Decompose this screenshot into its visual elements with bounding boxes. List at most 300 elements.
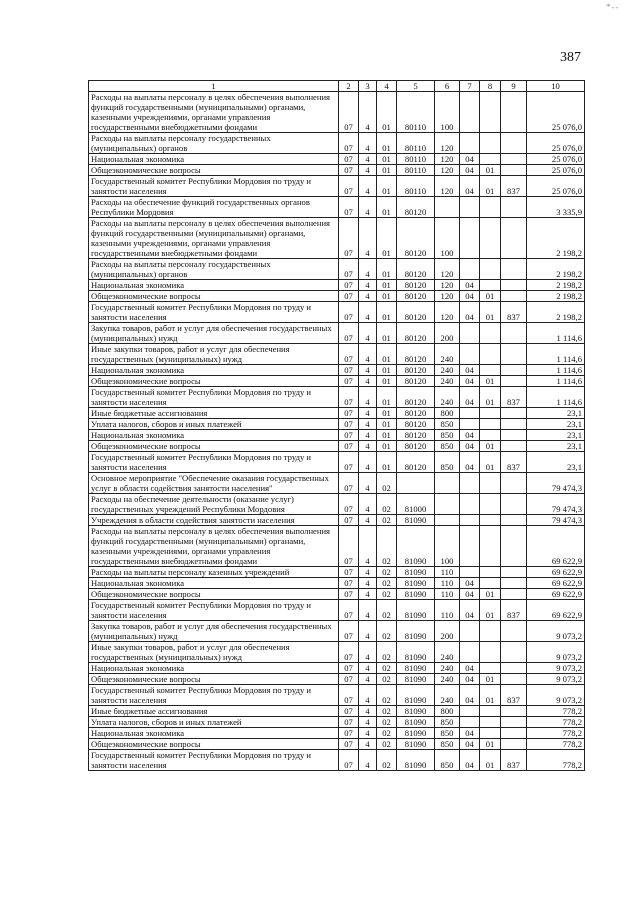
cell-code (480, 154, 501, 165)
table-row (89, 578, 585, 589)
cell-code (480, 473, 501, 494)
cell-code: 4 (359, 419, 377, 430)
cell-code: 02 (377, 728, 397, 739)
cell-code: 07 (339, 259, 359, 280)
cell-code: 240 (435, 365, 460, 376)
cell-code: 04 (460, 302, 480, 323)
cell-code: 4 (359, 589, 377, 600)
cell-code: 4 (359, 259, 377, 280)
cell-code (460, 494, 480, 515)
cell-code: 04 (460, 685, 480, 706)
cell-amount: 9 073,2 (527, 685, 585, 706)
cell-code: 01 (377, 441, 397, 452)
cell-amount: 69 622,9 (527, 526, 585, 567)
table-row (89, 408, 585, 419)
cell-code: 81090 (397, 728, 435, 739)
cell-code: 04 (460, 441, 480, 452)
cell-code (460, 717, 480, 728)
cell-code (501, 259, 527, 280)
cell-code: 120 (435, 259, 460, 280)
cell-code: 01 (480, 376, 501, 387)
row-name: Закупка товаров, работ и услуг для обеспечения государственных (муниципальных) нужд (89, 323, 339, 344)
cell-code: 80120 (397, 218, 435, 259)
cell-code: 01 (480, 750, 501, 771)
table-row (89, 218, 585, 259)
cell-amount: 1 114,6 (527, 376, 585, 387)
cell-code: 100 (435, 218, 460, 259)
cell-code: 01 (377, 280, 397, 291)
cell-code: 81090 (397, 578, 435, 589)
table-row (89, 663, 585, 674)
row-name: Расходы на обеспечение деятельности (оказание услуг) государственных учреждений Республики Мордовия (89, 494, 339, 515)
cell-code: 850 (435, 728, 460, 739)
cell-code: 110 (435, 567, 460, 578)
cell-code: 01 (377, 259, 397, 280)
cell-code: 80120 (397, 323, 435, 344)
cell-code: 07 (339, 280, 359, 291)
cell-code: 07 (339, 408, 359, 419)
cell-code: 02 (377, 589, 397, 600)
cell-code: 4 (359, 515, 377, 526)
cell-amount: 778,2 (527, 728, 585, 739)
cell-code: 07 (339, 197, 359, 218)
cell-code (460, 259, 480, 280)
cell-code (460, 133, 480, 154)
cell-code (480, 526, 501, 567)
column-header: 3 (359, 81, 377, 92)
cell-code: 02 (377, 750, 397, 771)
cell-code: 80110 (397, 133, 435, 154)
cell-code: 240 (435, 344, 460, 365)
cell-amount: 79 474,3 (527, 515, 585, 526)
row-name: Расходы на выплаты персоналу в целях обеспечения выполнения функций государственными (муниципальными) органами, казенными учреждениями, органами управления государственными внебюджетными фондами (89, 218, 339, 259)
cell-code: 02 (377, 526, 397, 567)
cell-code: 800 (435, 706, 460, 717)
column-header: 1 (89, 81, 339, 92)
cell-code (480, 578, 501, 589)
cell-code (480, 92, 501, 133)
cell-code (435, 473, 460, 494)
table-row (89, 600, 585, 621)
cell-amount: 9 073,2 (527, 674, 585, 685)
row-name: Национальная экономика (89, 430, 339, 441)
row-name: Общеэкономические вопросы (89, 291, 339, 302)
cell-amount: 2 198,2 (527, 259, 585, 280)
cell-code: 01 (480, 441, 501, 452)
cell-code: 110 (435, 578, 460, 589)
column-header: 9 (501, 81, 527, 92)
cell-code: 07 (339, 515, 359, 526)
cell-code: 200 (435, 323, 460, 344)
table-body (89, 92, 585, 771)
cell-code (501, 376, 527, 387)
cell-code: 07 (339, 92, 359, 133)
cell-code: 07 (339, 578, 359, 589)
cell-code: 80120 (397, 259, 435, 280)
cell-code: 07 (339, 685, 359, 706)
cell-code: 04 (460, 376, 480, 387)
cell-code: 80120 (397, 280, 435, 291)
table-row (89, 154, 585, 165)
cell-code (460, 408, 480, 419)
cell-amount: 2 198,2 (527, 218, 585, 259)
cell-code: 4 (359, 408, 377, 419)
cell-code (460, 515, 480, 526)
cell-code: 240 (435, 642, 460, 663)
cell-code (480, 419, 501, 430)
cell-code (480, 197, 501, 218)
cell-code: 80110 (397, 154, 435, 165)
table-row (89, 365, 585, 376)
cell-code: 837 (501, 750, 527, 771)
cell-code: 4 (359, 526, 377, 567)
cell-code: 07 (339, 176, 359, 197)
table-row (89, 92, 585, 133)
cell-code: 80120 (397, 408, 435, 419)
table-row (89, 323, 585, 344)
cell-code: 4 (359, 452, 377, 473)
cell-code: 01 (377, 291, 397, 302)
cell-code: 01 (377, 387, 397, 408)
row-name: Государственный комитет Республики Мордовия по труду и занятости населения (89, 600, 339, 621)
cell-amount: 23,1 (527, 419, 585, 430)
cell-code: 4 (359, 430, 377, 441)
cell-code: 02 (377, 578, 397, 589)
cell-code: 07 (339, 344, 359, 365)
cell-code: 81090 (397, 589, 435, 600)
cell-code: 800 (435, 408, 460, 419)
cell-code (460, 621, 480, 642)
cell-code: 4 (359, 685, 377, 706)
row-name: Основное мероприятие "Обеспечение оказания государственных услуг в области содействия занятости населения" (89, 473, 339, 494)
cell-code: 4 (359, 176, 377, 197)
cell-code (480, 133, 501, 154)
cell-code: 07 (339, 739, 359, 750)
cell-code: 07 (339, 452, 359, 473)
row-name: Иные закупки товаров, работ и услуг для обеспечения государственных (муниципальных) нужд (89, 642, 339, 663)
cell-code (501, 291, 527, 302)
cell-code: 07 (339, 706, 359, 717)
column-header: 8 (480, 81, 501, 92)
cell-code (501, 165, 527, 176)
cell-code (501, 674, 527, 685)
cell-code: 07 (339, 387, 359, 408)
cell-code (501, 526, 527, 567)
cell-code (501, 717, 527, 728)
cell-code: 200 (435, 621, 460, 642)
cell-code (501, 280, 527, 291)
cell-code: 02 (377, 642, 397, 663)
cell-amount: 1 114,6 (527, 365, 585, 376)
table-row (89, 739, 585, 750)
cell-code: 02 (377, 685, 397, 706)
cell-code: 81090 (397, 567, 435, 578)
table-row (89, 706, 585, 717)
cell-code: 01 (480, 600, 501, 621)
row-name: Общеэкономические вопросы (89, 589, 339, 600)
cell-code: 02 (377, 706, 397, 717)
cell-code: 81090 (397, 739, 435, 750)
row-name: Закупка товаров, работ и услуг для обеспечения государственных (муниципальных) нужд (89, 621, 339, 642)
cell-code: 02 (377, 663, 397, 674)
table-row (89, 567, 585, 578)
row-name: Государственный комитет Республики Мордовия по труду и занятости населения (89, 387, 339, 408)
cell-code: 01 (377, 419, 397, 430)
cell-code: 01 (377, 176, 397, 197)
row-name: Национальная экономика (89, 154, 339, 165)
cell-code: 120 (435, 280, 460, 291)
cell-code: 01 (377, 408, 397, 419)
cell-code (460, 197, 480, 218)
cell-code (501, 430, 527, 441)
cell-code: 4 (359, 642, 377, 663)
cell-code: 837 (501, 600, 527, 621)
table-row (89, 280, 585, 291)
cell-code: 110 (435, 589, 460, 600)
row-name: Общеэкономические вопросы (89, 674, 339, 685)
cell-code: 04 (460, 663, 480, 674)
cell-code (501, 419, 527, 430)
cell-code (435, 197, 460, 218)
cell-code: 4 (359, 473, 377, 494)
cell-code (501, 567, 527, 578)
table-row (89, 642, 585, 663)
column-header: 4 (377, 81, 397, 92)
cell-code: 80120 (397, 291, 435, 302)
cell-code (501, 621, 527, 642)
table-row (89, 473, 585, 494)
table-row (89, 133, 585, 154)
row-name: Национальная экономика (89, 663, 339, 674)
cell-code: 850 (435, 452, 460, 473)
row-name: Учреждения в области содействия занятости населения (89, 515, 339, 526)
table-row (89, 165, 585, 176)
cell-code: 07 (339, 154, 359, 165)
cell-code: 4 (359, 578, 377, 589)
cell-code: 07 (339, 621, 359, 642)
cell-code: 120 (435, 165, 460, 176)
cell-code: 04 (460, 600, 480, 621)
cell-code: 02 (377, 494, 397, 515)
cell-code (460, 323, 480, 344)
cell-code: 4 (359, 302, 377, 323)
table-row (89, 197, 585, 218)
cell-code: 4 (359, 663, 377, 674)
cell-code: 4 (359, 165, 377, 176)
row-name: Общеэкономические вопросы (89, 739, 339, 750)
table-row (89, 515, 585, 526)
cell-code: 01 (377, 302, 397, 323)
row-name: Государственный комитет Республики Мордовия по труду и занятости населения (89, 302, 339, 323)
cell-code: 01 (377, 452, 397, 473)
cell-code: 07 (339, 430, 359, 441)
cell-amount: 2 198,2 (527, 291, 585, 302)
cell-code: 4 (359, 197, 377, 218)
cell-code: 01 (377, 376, 397, 387)
cell-code: 4 (359, 494, 377, 515)
row-name: Национальная экономика (89, 365, 339, 376)
cell-code: 850 (435, 441, 460, 452)
cell-code (460, 92, 480, 133)
cell-code (501, 441, 527, 452)
row-name: Расходы на выплаты персоналу в целях обеспечения выполнения функций государственными (муниципальными) органами, казенными учреждениями, органами управления государственными внебюджетными фондами (89, 526, 339, 567)
cell-code: 4 (359, 621, 377, 642)
cell-amount: 25 076,0 (527, 176, 585, 197)
cell-code: 01 (480, 452, 501, 473)
cell-code: 4 (359, 567, 377, 578)
cell-code: 01 (377, 154, 397, 165)
cell-code: 01 (480, 674, 501, 685)
cell-code: 02 (377, 674, 397, 685)
row-name: Государственный комитет Республики Мордовия по труду и занятости населения (89, 750, 339, 771)
cell-code: 81000 (397, 494, 435, 515)
cell-amount: 3 335,9 (527, 197, 585, 218)
cell-code: 120 (435, 133, 460, 154)
cell-code: 240 (435, 663, 460, 674)
cell-code: 04 (460, 280, 480, 291)
cell-code: 02 (377, 515, 397, 526)
cell-code (460, 344, 480, 365)
table-row (89, 589, 585, 600)
cell-amount: 25 076,0 (527, 92, 585, 133)
cell-code: 04 (460, 165, 480, 176)
cell-code: 04 (460, 589, 480, 600)
row-name: Иные бюджетные ассигнования (89, 706, 339, 717)
cell-code: 04 (460, 578, 480, 589)
table-row (89, 452, 585, 473)
table-row (89, 674, 585, 685)
cell-code: 80120 (397, 441, 435, 452)
cell-code (480, 344, 501, 365)
cell-code: 240 (435, 685, 460, 706)
cell-code: 4 (359, 750, 377, 771)
cell-code: 02 (377, 600, 397, 621)
cell-code: 240 (435, 376, 460, 387)
cell-code: 07 (339, 567, 359, 578)
cell-code: 80110 (397, 176, 435, 197)
cell-code: 01 (377, 323, 397, 344)
cell-code: 850 (435, 750, 460, 771)
cell-code: 04 (460, 387, 480, 408)
cell-amount: 778,2 (527, 706, 585, 717)
cell-code (460, 526, 480, 567)
cell-code (501, 323, 527, 344)
table-row (89, 441, 585, 452)
cell-code: 4 (359, 365, 377, 376)
cell-code (480, 567, 501, 578)
cell-amount: 9 073,2 (527, 663, 585, 674)
column-header: 2 (339, 81, 359, 92)
cell-code (480, 430, 501, 441)
cell-code: 4 (359, 376, 377, 387)
corner-mark: *-- (606, 2, 620, 12)
cell-code: 04 (460, 674, 480, 685)
table-row (89, 387, 585, 408)
cell-code: 4 (359, 280, 377, 291)
row-name: Уплата налогов, сборов и иных платежей (89, 419, 339, 430)
table-row (89, 302, 585, 323)
cell-amount: 9 073,2 (527, 621, 585, 642)
cell-code (480, 280, 501, 291)
cell-code: 4 (359, 674, 377, 685)
cell-amount: 25 076,0 (527, 165, 585, 176)
cell-amount: 23,1 (527, 408, 585, 419)
cell-code: 02 (377, 473, 397, 494)
cell-code: 07 (339, 419, 359, 430)
cell-code: 837 (501, 685, 527, 706)
cell-amount: 2 198,2 (527, 302, 585, 323)
budget-table (88, 80, 585, 771)
cell-code (480, 717, 501, 728)
cell-code: 81090 (397, 706, 435, 717)
cell-code: 80120 (397, 344, 435, 365)
cell-amount: 69 622,9 (527, 589, 585, 600)
cell-code (480, 218, 501, 259)
cell-code (501, 154, 527, 165)
table-row (89, 750, 585, 771)
cell-amount: 2 198,2 (527, 280, 585, 291)
cell-amount: 778,2 (527, 750, 585, 771)
cell-amount: 23,1 (527, 441, 585, 452)
cell-code: 07 (339, 674, 359, 685)
cell-amount: 23,1 (527, 452, 585, 473)
row-name: Расходы на выплаты персоналу государственных (муниципальных) органов (89, 133, 339, 154)
cell-code: 850 (435, 419, 460, 430)
cell-code (501, 344, 527, 365)
cell-code: 02 (377, 567, 397, 578)
cell-code: 81090 (397, 750, 435, 771)
cell-code: 01 (377, 133, 397, 154)
cell-amount: 69 622,9 (527, 567, 585, 578)
cell-code: 80120 (397, 387, 435, 408)
cell-code (480, 259, 501, 280)
cell-code (460, 567, 480, 578)
cell-code (501, 473, 527, 494)
cell-code: 01 (480, 589, 501, 600)
cell-code: 01 (377, 92, 397, 133)
cell-code: 81090 (397, 674, 435, 685)
cell-code: 120 (435, 291, 460, 302)
cell-code: 80110 (397, 92, 435, 133)
cell-code: 07 (339, 365, 359, 376)
cell-code: 07 (339, 441, 359, 452)
cell-code: 240 (435, 674, 460, 685)
cell-code: 07 (339, 302, 359, 323)
cell-code (501, 728, 527, 739)
cell-code (501, 578, 527, 589)
cell-code: 07 (339, 642, 359, 663)
cell-code: 120 (435, 302, 460, 323)
cell-code (435, 494, 460, 515)
cell-code: 4 (359, 600, 377, 621)
row-name: Общеэкономические вопросы (89, 165, 339, 176)
cell-code (460, 473, 480, 494)
cell-code: 4 (359, 739, 377, 750)
row-name: Национальная экономика (89, 578, 339, 589)
cell-code: 07 (339, 218, 359, 259)
cell-code: 01 (480, 291, 501, 302)
cell-code (501, 365, 527, 376)
cell-code: 80110 (397, 165, 435, 176)
cell-code: 01 (480, 176, 501, 197)
cell-code: 110 (435, 600, 460, 621)
cell-code: 04 (460, 728, 480, 739)
cell-code: 4 (359, 706, 377, 717)
row-name: Государственный комитет Республики Мордовия по труду и занятости населения (89, 452, 339, 473)
cell-code: 80120 (397, 365, 435, 376)
cell-code: 04 (460, 154, 480, 165)
cell-code: 07 (339, 526, 359, 567)
